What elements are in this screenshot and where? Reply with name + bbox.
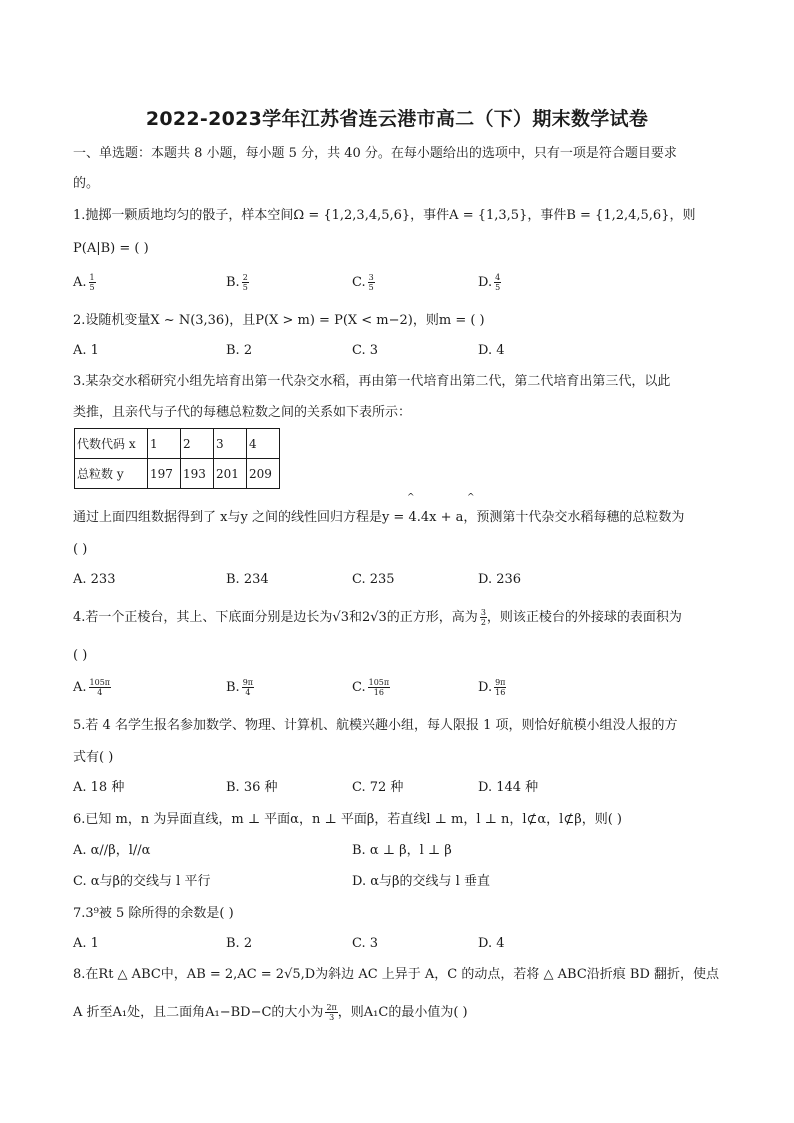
question-5-text: 5.若 4 名学生报名参加数学、物理、计算机、航模兴趣小组，每人限报 1 项，则恰好航模小组没人报的方 (73, 718, 678, 733)
table-cell: 2 (181, 429, 214, 459)
fraction: $\frac{3}{5}$ (368, 273, 374, 292)
table-row (75, 429, 280, 459)
option-d: D. $\frac{4}{5}$ (478, 273, 501, 292)
option-c: C. $\frac{3}{5}$ (352, 273, 374, 292)
question-6-options-row1 (73, 840, 733, 862)
option-a: A. 18 种 (73, 780, 125, 795)
option-d: D. α与β的交线与 l 垂直 (352, 874, 490, 889)
option-b: B. $\frac{9\pi}{4}$ (226, 678, 254, 697)
question-1-text: 1.抛掷一颗质地均匀的骰子，样本空间Ω = {1,2,3,4,5,6}，事件A = {1,3,5}，事件B = {1,2,4,5,6}，则 (73, 208, 696, 223)
data-table (74, 428, 280, 489)
option-a: A. $\frac{105\pi}{4}$ (73, 678, 111, 697)
question-6-options-row2 (73, 871, 733, 893)
question-6-text: 6.已知 m，n 为异面直线，m ⊥ 平面α，n ⊥ 平面β，若直线l ⊥ m，l ⊥ n，l⊄α，l⊄β，则( ) (73, 812, 623, 827)
fraction: $\frac{4}{5}$ (495, 273, 501, 292)
question-1-options (73, 272, 733, 294)
option-d: D. 236 (478, 572, 522, 587)
section-heading-cont: 的。 (73, 176, 100, 191)
option-b: B. 234 (226, 572, 269, 587)
question-3-text-regression: 通过上面四组数据得到了 x与y 之间的线性回归方程是y = 4.4x + a，预测第十代杂交水稻每穗的总粒数为 (73, 510, 685, 525)
fraction: $\frac{9\pi}{4}$ (242, 678, 254, 697)
table-row (75, 459, 280, 489)
table-cell: 4 (247, 429, 280, 459)
question-4-options (73, 677, 733, 699)
question-4-text: 4.若一个正棱台，其上、下底面分别是边长为√3和2√3的正方形，高为 $\frac{3}{2}$ ，则该正棱台的外接球的表面积为 (73, 608, 682, 627)
table-cell: 201 (214, 459, 247, 489)
option-c: C. 72 种 (352, 780, 404, 795)
fraction: $\frac{9\pi}{16}$ (495, 678, 506, 697)
option-a: A. 233 (73, 572, 116, 587)
option-b: B. 2 (226, 936, 253, 951)
fraction: $\frac{1}{5}$ (89, 273, 95, 292)
question-3-options (73, 569, 733, 591)
hat-mark-a: ^ (467, 493, 475, 503)
question-8-text: 8.在Rt △ ABC中，AB = 2,AC = 2√5,D为斜边 AC 上异于 A，C 的动点，若将 △ ABC沿折痕 BD 翻折，使点 (73, 967, 720, 982)
option-c: C. 3 (352, 343, 379, 358)
option-c: C. α与β的交线与 l 平行 (73, 874, 211, 889)
option-a: A. $\frac{1}{5}$ (73, 273, 95, 292)
question-3-text-cont: 类推，且亲代与子代的每穗总粒数之间的关系如下表所示： (73, 405, 412, 420)
table-cell: 3 (214, 429, 247, 459)
question-1-text-cont: P(A|B) = ( ) (73, 241, 149, 256)
table-cell: 193 (181, 459, 214, 489)
page-title: 2022-2023学年江苏省连云港市高二（下）期末数学试卷 (145, 108, 649, 130)
table-cell: 209 (247, 459, 280, 489)
option-d: D. 144 种 (478, 780, 539, 795)
question-3-paren: ( ) (73, 542, 88, 557)
section-heading: 一、单选题：本题共 8 小题，每小题 5 分，共 40 分。在每小题给出的选项中，只有一项是符合题目要求 (73, 146, 677, 161)
option-d: D. 4 (478, 343, 505, 358)
option-d: D. 4 (478, 936, 505, 951)
option-d: D. $\frac{9\pi}{16}$ (478, 678, 506, 697)
question-5-options (73, 777, 733, 799)
question-4-paren: ( ) (73, 648, 88, 663)
option-c: C. 3 (352, 936, 379, 951)
option-a: A. 1 (73, 343, 99, 358)
question-2-options (73, 340, 733, 362)
table-cell: 197 (148, 459, 181, 489)
fraction: $\frac{2}{5}$ (242, 273, 248, 292)
option-a: A. α//β，l//α (73, 843, 151, 858)
option-b: B. $\frac{2}{5}$ (226, 273, 248, 292)
option-c: C. $\frac{105\pi}{16}$ (352, 678, 390, 697)
fraction: $\frac{2\pi}{3}$ (326, 1003, 337, 1022)
fraction: $\frac{3}{2}$ (480, 608, 486, 627)
question-2-text: 2.设随机变量X ~ N(3,36)，且P(X > m) = P(X < m−2)，则m = ( ) (73, 313, 485, 328)
question-8-text-cont: A 折至A₁处，且二面角A₁−BD−C的大小为 $\frac{2\pi}{3}$ ，则A₁C的最小值为( ) (73, 1003, 468, 1022)
option-b: B. α ⊥ β，l ⊥ β (352, 843, 452, 858)
option-c: C. 235 (352, 572, 395, 587)
question-7-options (73, 933, 733, 955)
option-b: B. 2 (226, 343, 253, 358)
question-3-text: 3.某杂交水稻研究小组先培育出第一代杂交水稻，再由第一代培育出第二代，第二代培育出第三代，以此 (73, 374, 671, 389)
option-b: B. 36 种 (226, 780, 278, 795)
question-7-text: 7.3⁹被 5 除所得的余数是( ) (73, 906, 234, 921)
question-5-text-cont: 式有( ) (73, 750, 114, 765)
option-a: A. 1 (73, 936, 99, 951)
table-header-cell: 代数代码 x (75, 429, 148, 459)
hat-mark-y: ^ (407, 493, 415, 503)
table-cell: 1 (148, 429, 181, 459)
table-header-cell: 总粒数 y (75, 459, 148, 489)
fraction: $\frac{105\pi}{4}$ (89, 678, 111, 697)
fraction: $\frac{105\pi}{16}$ (368, 678, 390, 697)
